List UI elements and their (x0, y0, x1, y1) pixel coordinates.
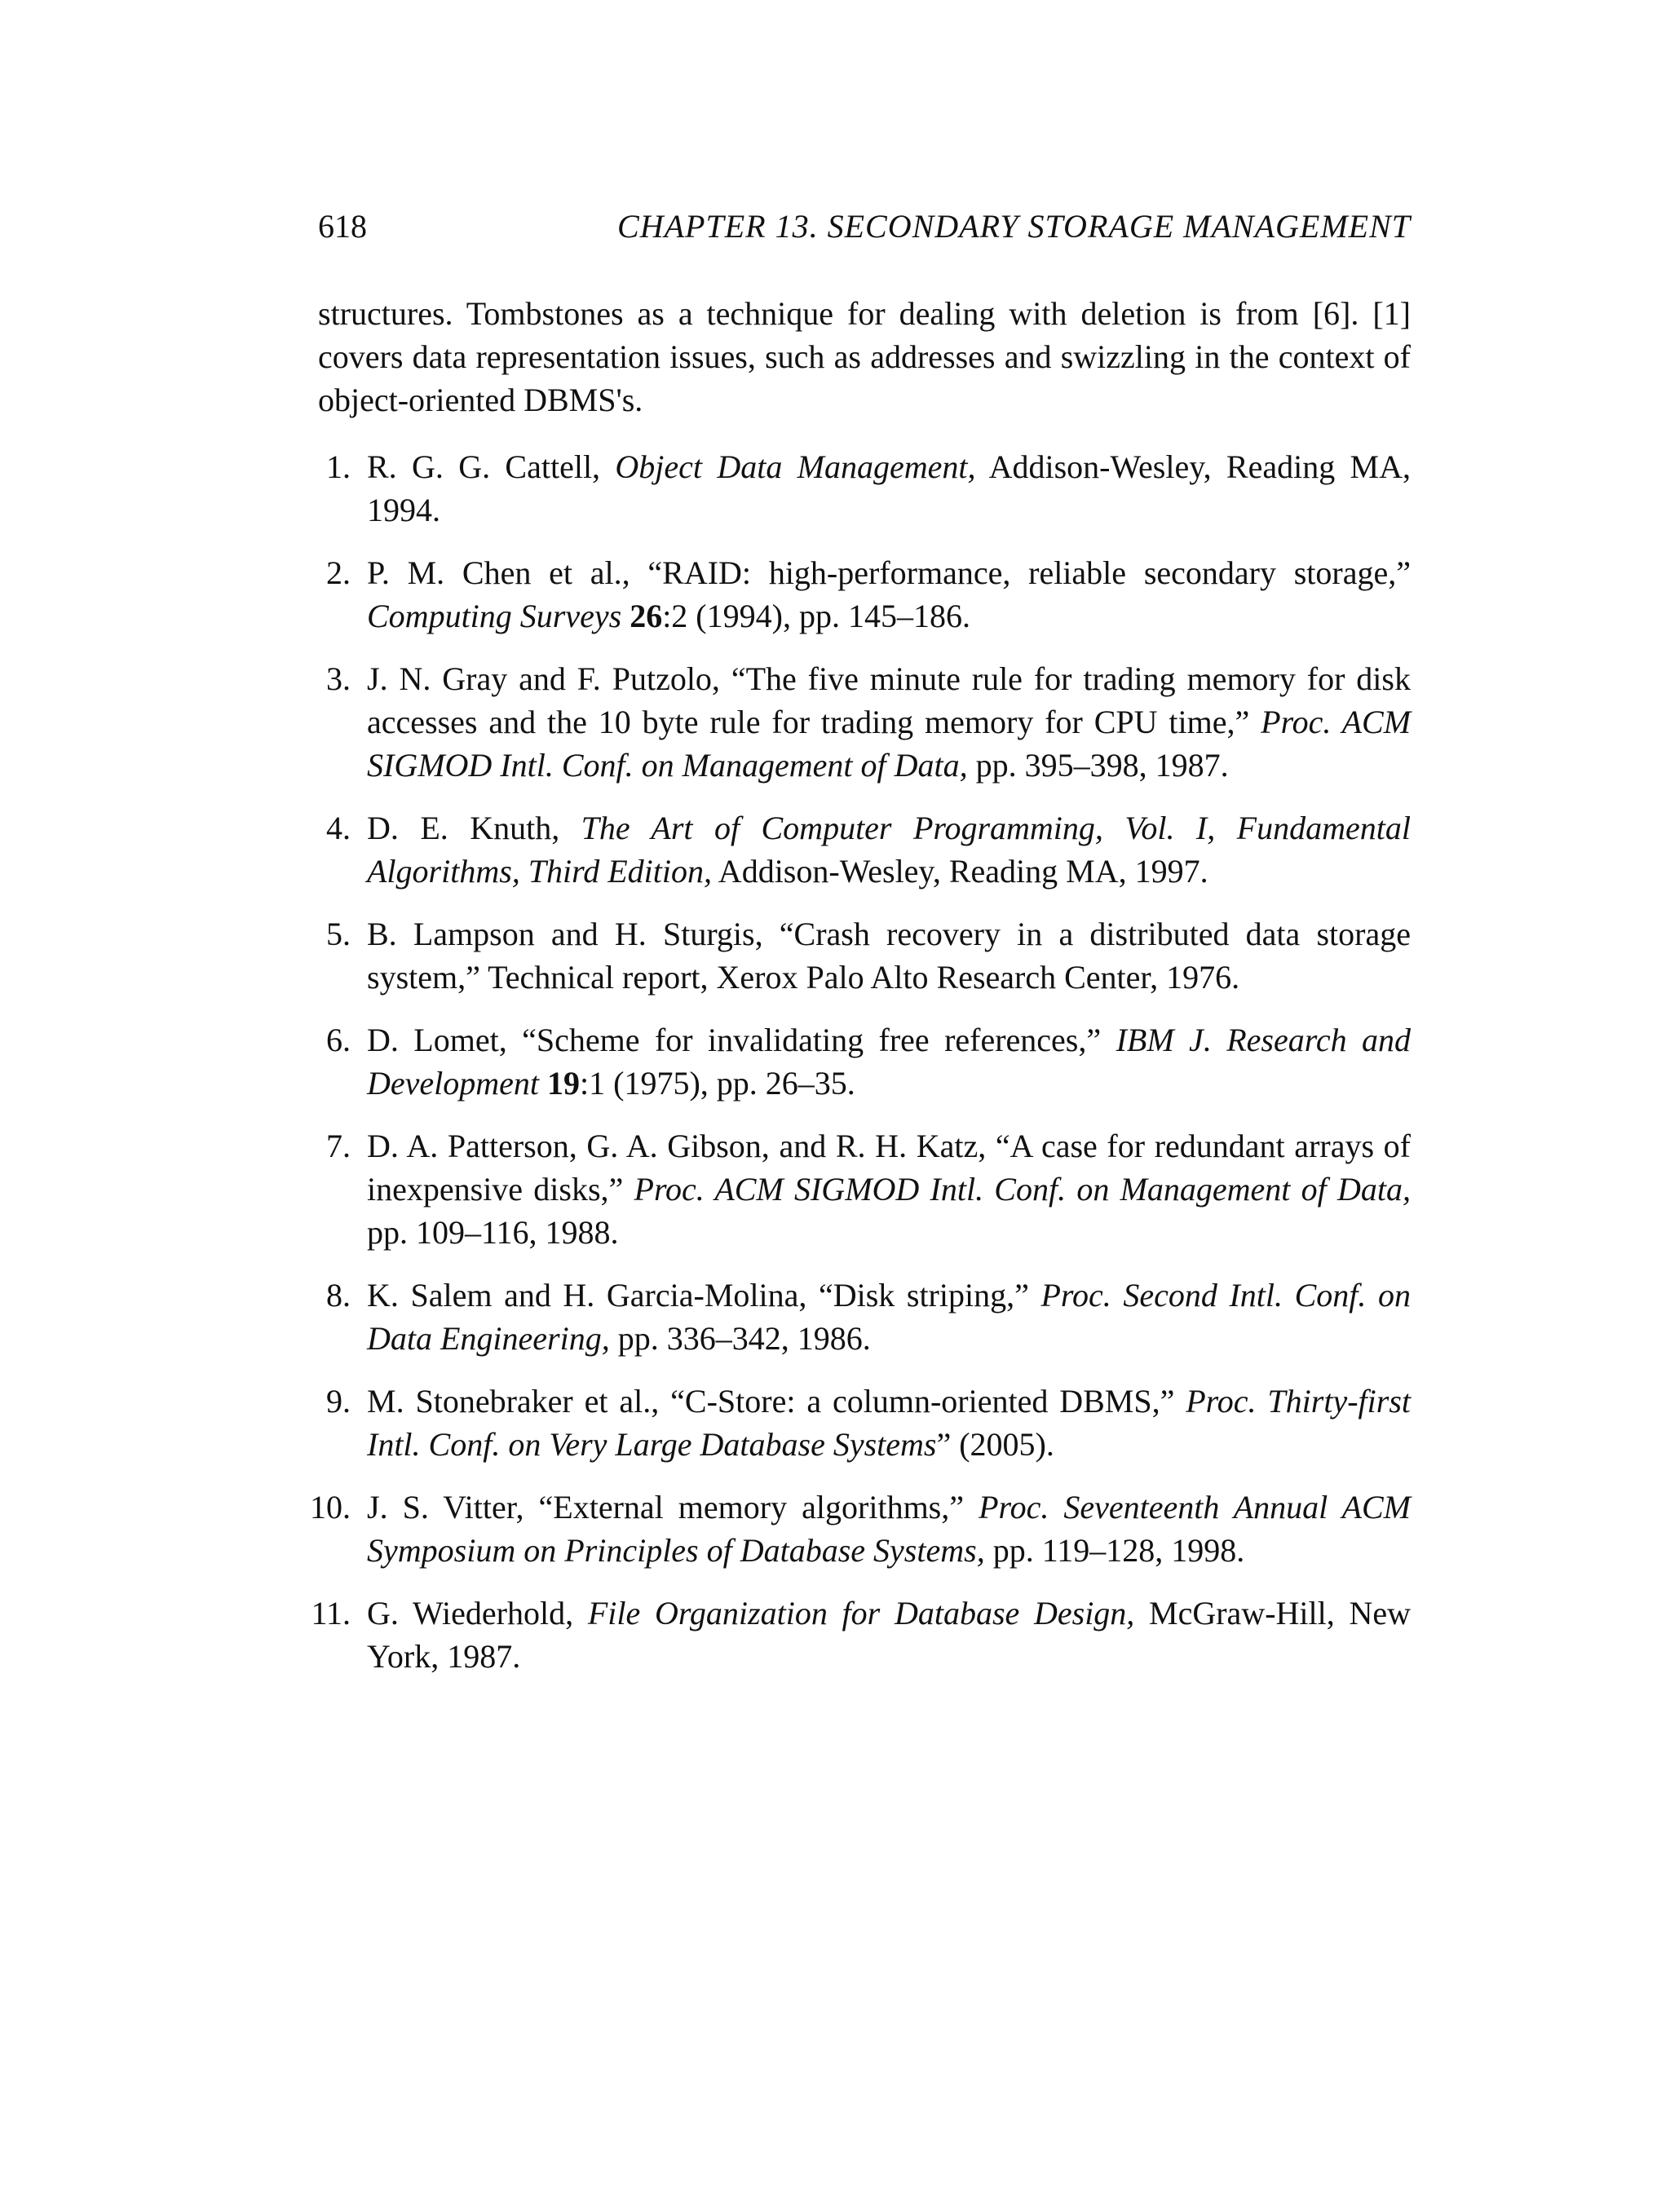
reference-italic-segment: Proc. ACM SIGMOD Intl. Conf. on Management of Data, (367, 704, 1412, 784)
reference-text (367, 912, 1411, 999)
reference-number: 9. (326, 1383, 351, 1419)
reference-segment (621, 598, 630, 634)
reference-text (367, 551, 1411, 638)
running-head (318, 202, 1411, 251)
reference-segment: J. N. Gray and F. Putzolo, “The five minute rule for trading memory for disk accesses and the 10 byte rule for trading memory for CPU time,” (367, 660, 1411, 740)
reference-segment: pp. 395–398, 1987. (967, 747, 1229, 784)
reference-italic-segment: Proc. Thirty-first Intl. Conf. on Very Large Database Systems (367, 1383, 1411, 1463)
reference-number: 11. (311, 1595, 351, 1631)
reference-italic-segment: Proc. ACM SIGMOD Intl. Conf. on Management of Data, (634, 1171, 1411, 1208)
reference-segment: K. Salem and H. Garcia-Molina, “Disk striping,” (367, 1277, 1041, 1314)
reference-text (367, 1018, 1411, 1105)
reference-segment: Addison-Wesley, Reading MA, 1994. (367, 448, 1412, 528)
reference-text (367, 806, 1411, 893)
reference-segment: :1 (1975), pp. 26–35. (580, 1065, 855, 1102)
reference-number: 1. (326, 448, 351, 485)
reference-number: 4. (326, 810, 351, 846)
reference-item (318, 806, 1411, 893)
reference-item (311, 1592, 1411, 1678)
reference-italic-segment: Proc. Second Intl. Conf. on Data Engineering, (367, 1277, 1411, 1357)
intro-paragraph: structures. Tombstones as a technique for dealing with deletion is from [6]. [1] covers data representation issues, such as addresses and swizzling in the context of object-oriented DBMS's. (318, 295, 1411, 418)
reference-segment: D. A. Patterson, G. A. Gibson, and R. H. Katz, “A case for redundant arrays of inexpensive disks,” (367, 1128, 1411, 1208)
reference-item (318, 912, 1411, 999)
reference-item (318, 445, 1411, 532)
reference-text (367, 1592, 1411, 1678)
intro-paragraph-block (318, 292, 1411, 422)
reference-item (318, 1274, 1411, 1360)
reference-volume: 26 (630, 598, 663, 634)
reference-item (318, 551, 1411, 638)
reference-segment: pp. 119–128, 1998. (984, 1532, 1245, 1569)
reference-number: 5. (326, 916, 351, 952)
reference-italic-segment: File Organization for Database Design, (587, 1595, 1135, 1631)
reference-item (310, 1486, 1411, 1572)
reference-segment: pp. 336–342, 1986. (609, 1320, 871, 1357)
reference-segment (539, 1065, 547, 1102)
reference-segment: McGraw-Hill, New York, 1987. (367, 1595, 1411, 1675)
reference-item (318, 657, 1411, 787)
reference-number: 7. (326, 1128, 351, 1164)
reference-segment: R. G. G. Cattell, (367, 448, 616, 485)
reference-number: 8. (326, 1277, 351, 1314)
references-list (310, 445, 1412, 1698)
reference-segment: G. Wiederhold, (367, 1595, 588, 1631)
chapter-title: CHAPTER 13. SECONDARY STORAGE MANAGEMENT (617, 208, 1411, 245)
reference-volume: 19 (547, 1065, 581, 1102)
reference-italic-segment: Proc. Seventeenth Annual ACM Symposium on Principles of Database Systems, (367, 1489, 1411, 1569)
reference-item (318, 1380, 1411, 1466)
reference-segment: M. Stonebraker et al., “C-Store: a column-oriented DBMS,” (367, 1383, 1186, 1419)
reference-italic-segment: IBM J. Research and Development (367, 1022, 1412, 1102)
reference-text (367, 445, 1411, 532)
page-number: 618 (318, 208, 367, 245)
reference-segment: Addison-Wesley, Reading MA, 1997. (712, 853, 1208, 890)
reference-segment: P. M. Chen et al., “RAID: high-performance, reliable secondary storage,” (367, 554, 1411, 591)
reference-segment: pp. 109–116, 1988. (367, 1214, 619, 1251)
reference-italic-segment: Computing Surveys (367, 598, 622, 634)
reference-segment: D. E. Knuth, (367, 810, 581, 846)
reference-number: 6. (326, 1022, 351, 1058)
reference-number: 2. (326, 554, 351, 591)
reference-text (367, 1274, 1411, 1360)
reference-segment: ” (2005). (936, 1426, 1054, 1463)
reference-number: 3. (326, 660, 351, 697)
reference-text (367, 657, 1411, 787)
reference-italic-segment: Object Data Management, (615, 448, 976, 485)
reference-item (318, 1018, 1411, 1105)
reference-segment: B. Lampson and H. Sturgis, “Crash recovery in a distributed data storage system,” Technical report, Xerox Palo Alto Research Center, 1976. (367, 916, 1411, 996)
reference-segment: J. S. Vitter, “External memory algorithms,” (367, 1489, 979, 1525)
reference-item (318, 1124, 1411, 1254)
reference-italic-segment: The Art of Computer Programming, Vol. I, Fundamental Algorithms, Third Edition, (367, 810, 1411, 890)
reference-number: 10. (310, 1489, 351, 1525)
reference-text (367, 1486, 1411, 1572)
reference-text (367, 1380, 1411, 1466)
reference-segment: :2 (1994), pp. 145–186. (662, 598, 970, 634)
reference-segment: D. Lomet, “Scheme for invalidating free references,” (367, 1022, 1116, 1058)
reference-text (367, 1124, 1411, 1254)
